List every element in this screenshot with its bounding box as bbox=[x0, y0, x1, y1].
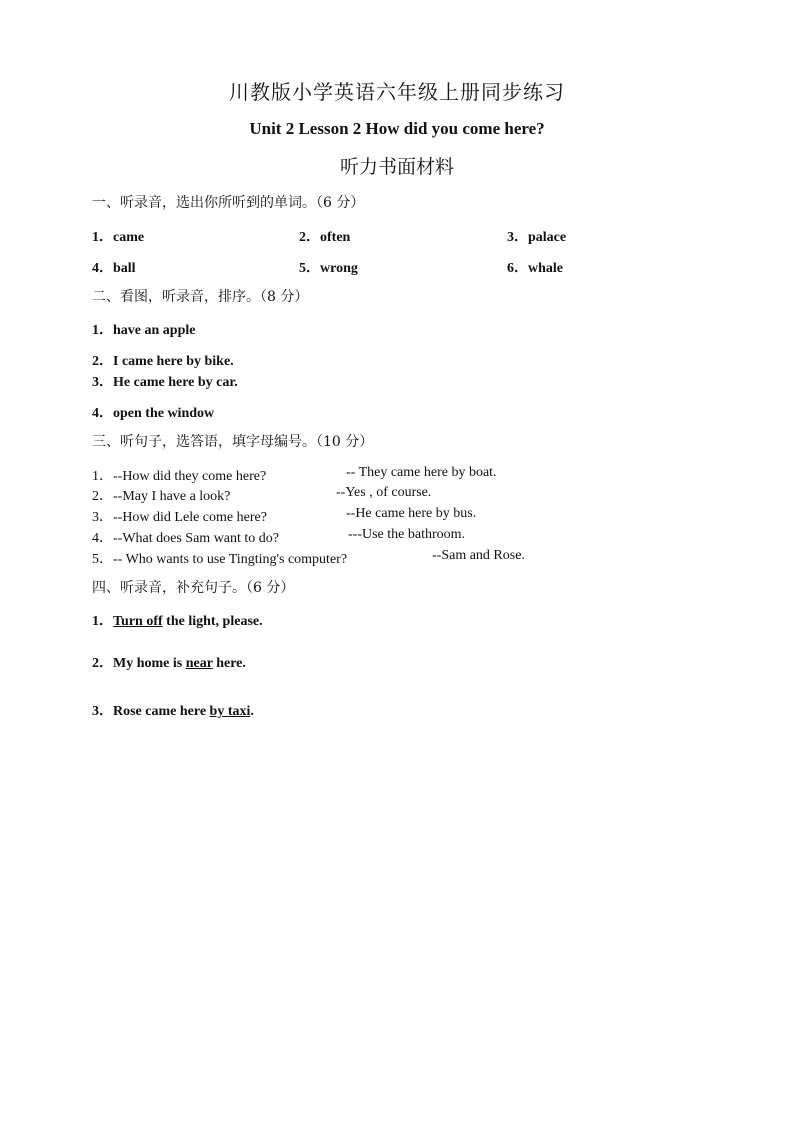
word-item bbox=[92, 226, 144, 246]
question-text: --How did Lele come here? bbox=[113, 510, 267, 525]
item-number: 2． bbox=[299, 230, 320, 245]
answer-blank: Turn off bbox=[113, 614, 163, 629]
item-number: 5． bbox=[299, 261, 320, 276]
item-word: palace bbox=[528, 230, 567, 245]
section4-heading: 四、听录音，补充句子。（6 分） bbox=[92, 580, 295, 596]
answer-blank: by taxi bbox=[209, 704, 251, 719]
item-number: 1． bbox=[92, 323, 113, 338]
list-item bbox=[92, 319, 195, 339]
item-word: came bbox=[113, 230, 145, 245]
item-text: I came here by bike. bbox=[113, 354, 234, 369]
item-text: have an apple bbox=[113, 323, 196, 338]
lesson-title: Unit 2 Lesson 2 How did you come here? bbox=[249, 119, 545, 138]
dialog-question bbox=[92, 548, 347, 568]
item-number: 1． bbox=[92, 614, 113, 629]
sentence-part: My home is bbox=[113, 656, 186, 671]
dialog-answer: -- They came here by boat. bbox=[346, 465, 497, 480]
word-item bbox=[299, 257, 358, 277]
item-number: 3． bbox=[92, 510, 113, 525]
item-word: ball bbox=[113, 261, 136, 276]
dialog-answer: ---Use the bathroom. bbox=[348, 527, 466, 542]
material-title: 听力书面材料 bbox=[339, 156, 454, 178]
fill-sentence bbox=[92, 610, 263, 630]
item-number: 3． bbox=[92, 704, 113, 719]
item-number: 1． bbox=[92, 469, 113, 484]
dialog-question bbox=[92, 485, 230, 505]
item-number: 6． bbox=[507, 261, 528, 276]
sentence-part: Rose came here bbox=[113, 704, 210, 719]
section1-heading: 一、听录音，选出你所听到的单词。（6 分） bbox=[92, 195, 365, 211]
question-text: --May I have a look? bbox=[113, 489, 231, 504]
question-text: --How did they come here? bbox=[113, 469, 267, 484]
item-number: 5． bbox=[92, 552, 113, 567]
dialog-question bbox=[92, 506, 267, 526]
item-word: whale bbox=[528, 261, 563, 276]
answer-blank: near bbox=[185, 656, 213, 671]
sentence-part: . bbox=[250, 704, 254, 719]
sentence-part: here. bbox=[212, 656, 246, 671]
item-number: 3． bbox=[92, 375, 113, 390]
fill-sentence bbox=[92, 652, 246, 672]
dialog-answer: --Yes , of course. bbox=[336, 485, 432, 500]
item-word: wrong bbox=[320, 261, 358, 276]
sentence-part: the light, please. bbox=[162, 614, 263, 629]
fill-sentence bbox=[92, 700, 254, 720]
section2-heading: 二、看图，听录音，排序。（8 分） bbox=[92, 289, 309, 305]
item-number: 3． bbox=[507, 230, 528, 245]
item-text: open the window bbox=[113, 406, 215, 421]
dialog-answer: --He came here by bus. bbox=[346, 506, 477, 521]
list-item bbox=[92, 402, 214, 422]
item-number: 2． bbox=[92, 656, 113, 671]
list-item bbox=[92, 350, 234, 370]
item-number: 2． bbox=[92, 354, 113, 369]
question-text: --What does Sam want to do? bbox=[113, 531, 280, 546]
dialog-question bbox=[92, 527, 279, 547]
item-text: He came here by car. bbox=[113, 375, 238, 390]
item-word: often bbox=[320, 230, 351, 245]
dialog-answer: --Sam and Rose. bbox=[432, 548, 525, 563]
word-item bbox=[507, 257, 563, 277]
item-number: 4． bbox=[92, 261, 113, 276]
item-number: 1． bbox=[92, 230, 113, 245]
word-item bbox=[507, 226, 566, 246]
item-number: 4． bbox=[92, 406, 113, 421]
word-item bbox=[92, 257, 136, 277]
dialog-question bbox=[92, 465, 266, 485]
word-item bbox=[299, 226, 350, 246]
section3-heading: 三、听句子，选答语，填字母编号。（10 分） bbox=[92, 434, 374, 450]
page-title: 川教版小学英语六年级上册同步练习 bbox=[229, 80, 565, 104]
item-number: 4． bbox=[92, 531, 113, 546]
question-text: -- Who wants to use Tingting's computer? bbox=[113, 552, 348, 567]
item-number: 2． bbox=[92, 489, 113, 504]
list-item bbox=[92, 371, 238, 391]
